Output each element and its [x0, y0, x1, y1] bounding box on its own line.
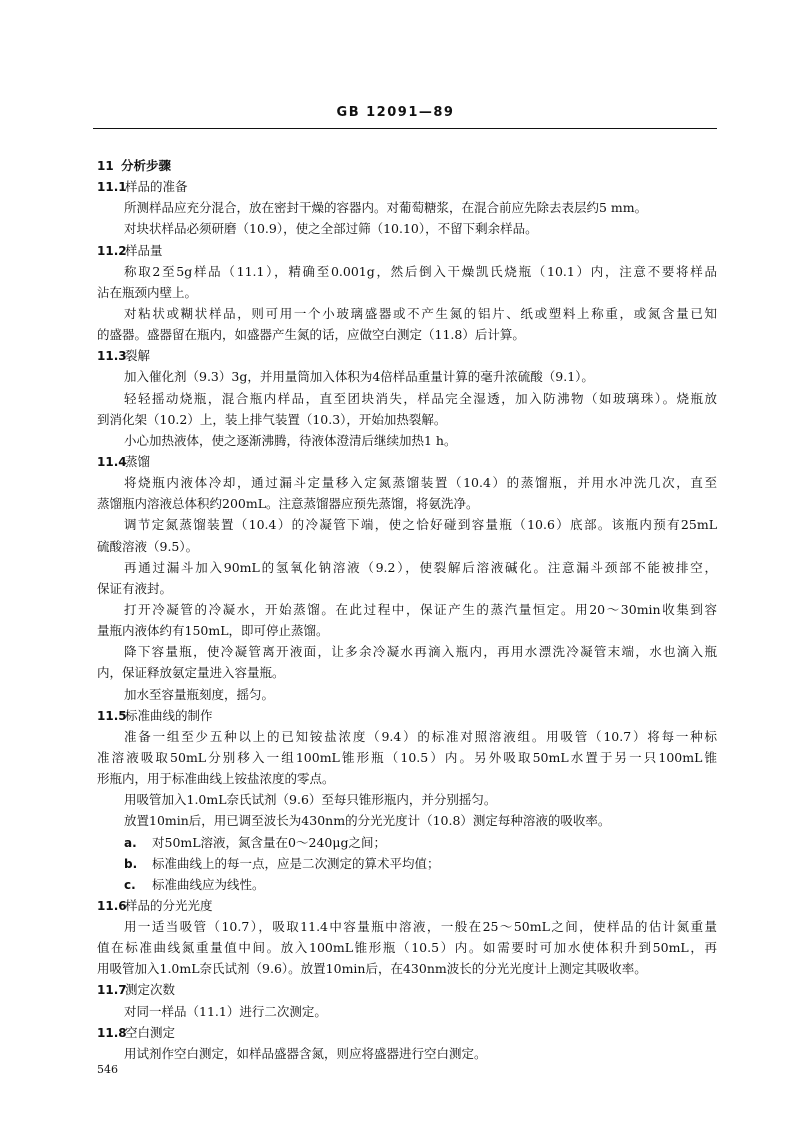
document-body [97, 155, 717, 1064]
section-title: 样品的准备 [125, 179, 188, 195]
paragraph-line: 轻轻摇动烧瓶，混合瓶内样品，直至团块消失，样品完全湿透，加入防沸物（如玻璃珠）。烧瓶放 [124, 390, 717, 406]
section-number: 11.7 [97, 983, 127, 998]
paragraph-line: 保证有液封。 [97, 580, 173, 596]
subsection-heading [97, 895, 717, 916]
section-title: 空白测定 [125, 1024, 176, 1040]
paragraph-line: 沾在瓶颈内壁上。 [97, 284, 198, 300]
paragraph-line: 加入催化剂（9.3）3g，并用量筒加入体积为4倍样品重量计算的毫升浓硫酸（9.1）。 [124, 369, 594, 385]
paragraph-line: 蒸馏瓶内溶液总体积约200mL。注意蒸馏器应预先蒸馏，将氨洗净。 [97, 496, 479, 512]
paragraph-line: 量瓶内液体约有150mL，即可停止蒸馏。 [97, 623, 329, 639]
subsection-heading [97, 451, 717, 472]
paragraph-line: 打开冷凝管的冷凝水，开始蒸馏。在此过程中，保证产生的蒸汽量恒定。用20～30min收集到容 [124, 601, 717, 617]
paragraph-line: 降下容量瓶，使冷凝管离开液面，让多余冷凝水再滴入瓶内，再用水漂洗冷凝管末端，水也滴入瓶 [124, 644, 717, 660]
paragraph-line: 放置10min后，用已调至波长为430nm的分光光度计（10.8）测定每种溶液的吸收率。 [124, 813, 611, 829]
section-number: 11.4 [97, 454, 127, 469]
list-item-text: 标准曲线上的每一点，应是二次测定的算术平均值； [152, 855, 440, 871]
section-number: 11.6 [97, 898, 127, 913]
paragraph-line: 对粘状或糊状样品，则可用一个小玻璃盛器或不产生氮的铝片、纸或塑料上称重，或氮含量已知 [124, 305, 717, 321]
list-item [97, 874, 717, 895]
section-number: 11.2 [97, 243, 127, 258]
section-number: 11.1 [97, 180, 127, 195]
paragraph-line: 形瓶内，用于标准曲线上铵盐浓度的零点。 [97, 771, 335, 787]
paragraph-line: 到消化架（10.2）上，装上排气装置（10.3），开始加热裂解。 [97, 411, 447, 427]
subsection-heading [97, 705, 717, 726]
section-number: 11.8 [97, 1025, 127, 1040]
paragraph-line: 值在标准曲线氮重量值中间。放入100mL锥形瓶（10.5）内。如需要时可加水使体积升到50mL，再 [97, 940, 717, 956]
subsection-heading [97, 176, 717, 197]
paragraph-line: 对同一样品（11.1）进行二次测定。 [124, 1003, 327, 1019]
paragraph-line: 准备一组至少五种以上的已知铵盐浓度（9.4）的标准对照溶液组。用吸管（10.7）将每一种标 [124, 728, 717, 744]
section-number: 11.3 [97, 349, 127, 364]
subsection-heading [97, 240, 717, 261]
section-heading [97, 155, 717, 176]
list-item-text: 标准曲线应为线性。 [152, 876, 265, 892]
paragraph-line: 将烧瓶内液体冷却，通过漏斗定量移入定氮蒸馏装置（10.4）的蒸馏瓶，并用水冲洗几次，直至 [124, 475, 717, 491]
subsection-heading [97, 979, 717, 1000]
list-item-label: c. [124, 877, 136, 892]
subsection-heading [97, 345, 717, 366]
paragraph-line: 小心加热液体，使之逐渐沸腾，待液体澄清后继续加热1 h。 [124, 432, 457, 448]
section-title: 测定次数 [125, 982, 176, 998]
list-item-text: 对50mL溶液，氮含量在0～240μg之间； [152, 834, 386, 850]
paragraph-line: 称取2至5g样品（11.1），精确至0.001g，然后倒入干燥凯氏烧瓶（10.1）内，注意不要将样品 [124, 263, 717, 279]
standard-code-header: GB 12091—89 [336, 105, 455, 120]
paragraph-line: 再通过漏斗加入90mL的氢氧化钠溶液（9.2），使裂解后溶液碱化。注意漏斗颈部不能被排空， [124, 559, 717, 575]
paragraph-line: 的盛器。盛器留在瓶内，如盛器产生氮的话，应做空白测定（11.8）后计算。 [97, 327, 525, 343]
paragraph-line: 所测样品应充分混合，放在密封干燥的容器内。对葡萄糖浆，在混合前应先除去表层约5 mm。 [124, 200, 648, 216]
subsection-heading [97, 1022, 717, 1043]
paragraph-line: 用吸管加入1.0mL奈氏试剂（9.6）至每只锥形瓶内，并分别摇匀。 [124, 792, 497, 808]
section-title: 样品量 [125, 242, 163, 258]
section-title: 分析步骤 [121, 158, 172, 173]
paragraph-line: 内，保证释放氨定量进入容量瓶。 [97, 665, 285, 681]
list-item [97, 832, 717, 853]
section-number: 11.5 [97, 708, 127, 723]
section-number: 11 [97, 159, 114, 173]
list-item-label: a. [124, 835, 137, 850]
paragraph-line: 加水至容量瓶刻度，摇匀。 [124, 686, 275, 702]
section-title: 标准曲线的制作 [125, 707, 213, 723]
paragraph-line: 准溶液吸取50mL分别移入一组100mL锥形瓶（10.5）内。另外吸取50mL水置于另一只100mL锥 [97, 749, 717, 765]
list-item-label: b. [124, 856, 138, 871]
header-rule [93, 128, 717, 129]
section-title: 样品的分光光度 [125, 897, 213, 913]
list-item [97, 853, 717, 874]
paragraph-line: 对块状样品必须研磨（10.9），使之全部过筛（10.10），不留下剩余样品。 [124, 221, 538, 237]
page-number: 546 [97, 1063, 118, 1076]
paragraph-line: 调节定氮蒸馏装置（10.4）的冷凝管下端，使之恰好碰到容量瓶（10.6）底部。该瓶内预有25mL [124, 517, 717, 533]
paragraph-line: 用试剂作空白测定，如样品盛器含氮，则应将盛器进行空白测定。 [124, 1045, 487, 1061]
paragraph-line: 用一适当吸管（10.7），吸取11.4中容量瓶中溶液，一般在25～50mL之间，使样品的估计氮重量 [124, 919, 717, 935]
section-title: 蒸馏 [125, 453, 151, 469]
paragraph-line: 硫酸溶液（9.5）。 [97, 538, 199, 554]
section-title: 裂解 [125, 348, 151, 364]
paragraph-line: 用吸管加入1.0mL奈氏试剂（9.6）。放置10min后，在430nm波长的分光光度计上测定其吸收率。 [97, 961, 647, 977]
